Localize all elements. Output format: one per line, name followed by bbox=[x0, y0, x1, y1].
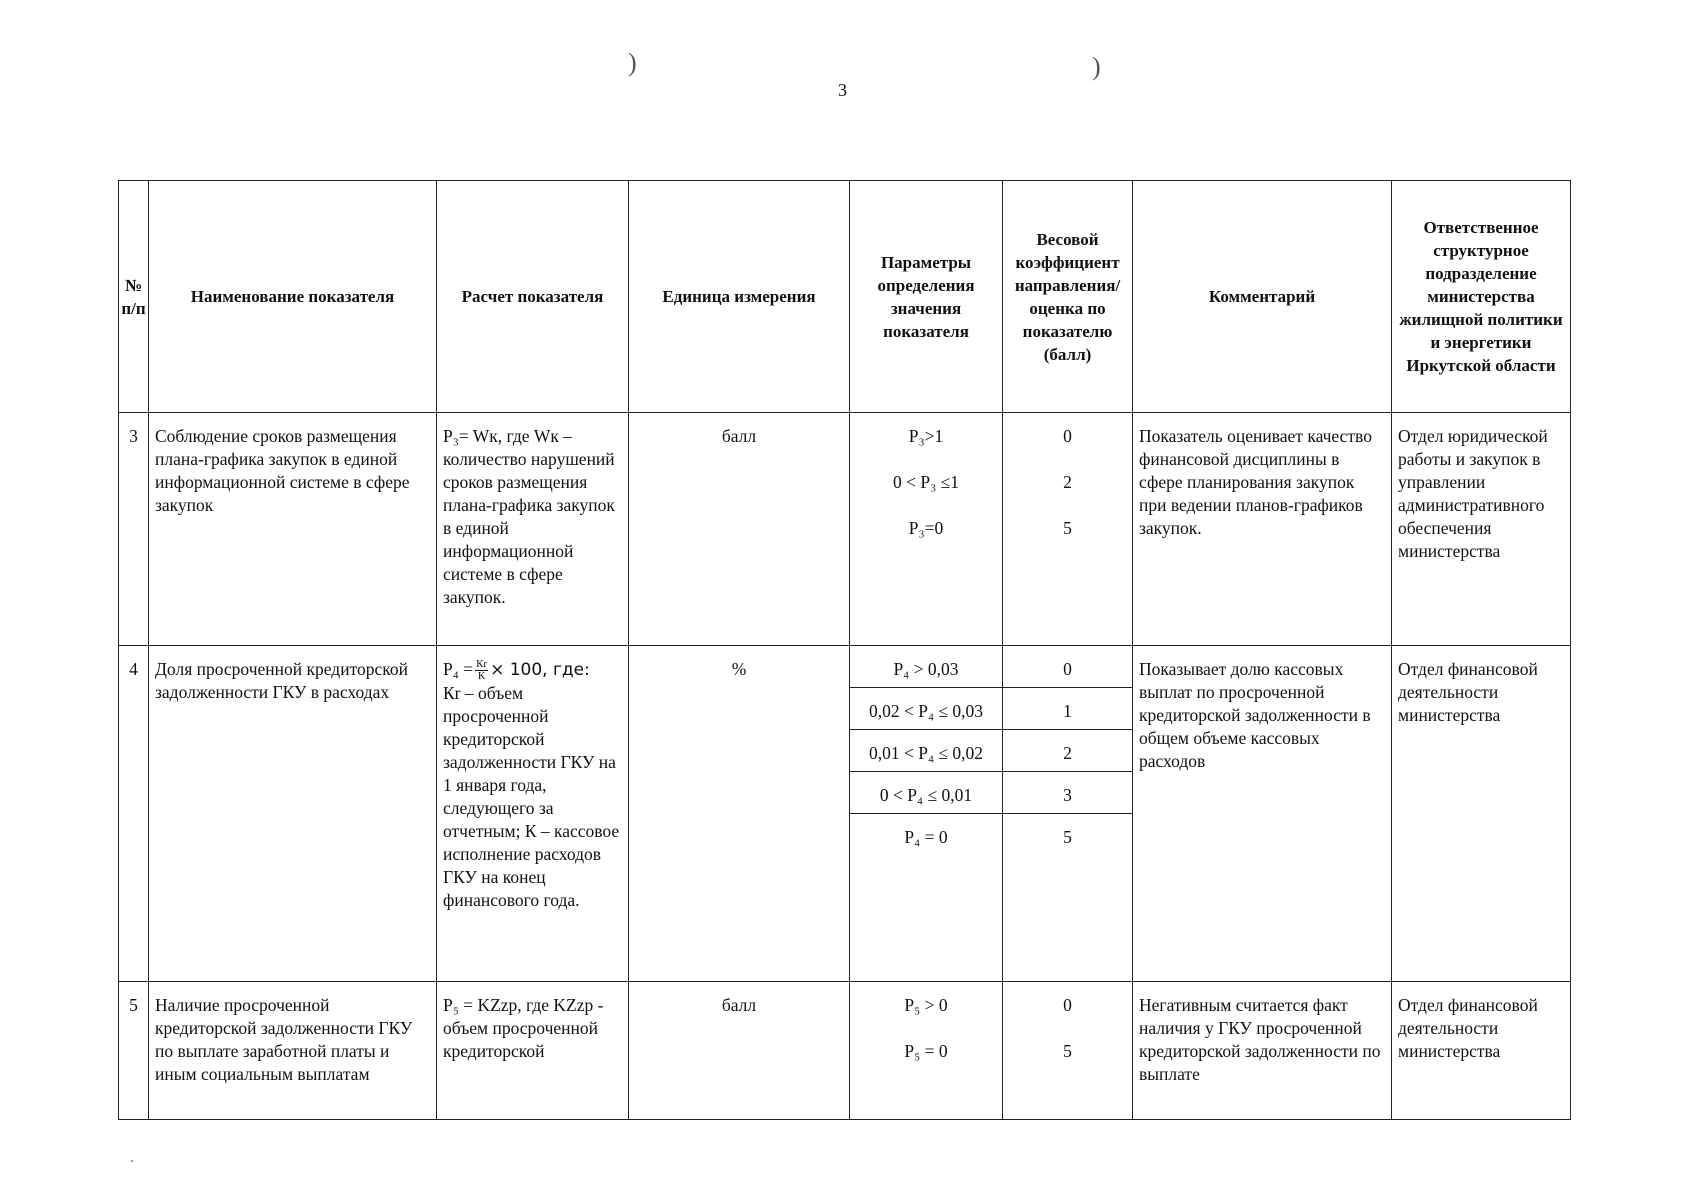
responsible-dept: Отдел юридической работы и закупок в управлении административного обеспечения министерства bbox=[1392, 413, 1571, 646]
indicator-scores bbox=[1003, 646, 1133, 982]
score-value: 2 bbox=[1063, 472, 1072, 492]
header-name: Наименование показателя bbox=[149, 181, 437, 413]
indicator-comment: Показатель оценивает качество финансовой дисциплины в сфере планирования закупок при ведении планов-графиков закупок. bbox=[1133, 413, 1392, 646]
param-value: 0 < P₄ ≤ 0,01 bbox=[850, 772, 1002, 814]
responsible-dept: Отдел финансовой деятельности министерства bbox=[1392, 646, 1571, 982]
score-value: 0 bbox=[1063, 426, 1072, 446]
table-row bbox=[119, 982, 1571, 1120]
indicator-params bbox=[850, 982, 1003, 1120]
indicator-calc: P₃= Wк, где Wк – количество нарушений сроков размещения плана-графика закупок в единой информационной системе в сфере закупок. bbox=[437, 413, 629, 646]
param-value: 0 < P₃ ≤1 bbox=[893, 472, 959, 492]
page-number: 3 bbox=[838, 80, 847, 100]
param-value: 0,02 < P₄ ≤ 0,03 bbox=[850, 688, 1002, 730]
indicator-calc: Кr – объем просроченной кредиторской задолженности ГКУ на 1 января года, следующего за отчетным; К – кассовое исполнение расходов ГКУ на конец финансового года. bbox=[443, 683, 620, 911]
scores-subtable bbox=[1003, 646, 1132, 855]
calc-prefix: P₄ = bbox=[443, 659, 474, 679]
table-row bbox=[119, 413, 1571, 646]
score-value: 1 bbox=[1003, 688, 1132, 730]
indicator-name: Соблюдение сроков размещения плана-графика закупок в единой информационной системе в сфере закупок bbox=[149, 413, 437, 646]
row-num: 3 bbox=[119, 413, 149, 646]
indicator-calc: P₅ = KZzp, где KZzp - объем просроченной кредиторской bbox=[437, 982, 629, 1120]
fraction-numerator: Кr bbox=[476, 658, 488, 671]
scan-speck bbox=[131, 1160, 133, 1162]
responsible-dept: Отдел финансовой деятельности министерства bbox=[1392, 982, 1571, 1120]
score-value: 5 bbox=[1063, 518, 1072, 538]
param-value: P₅ > 0 bbox=[904, 995, 948, 1015]
indicator-unit: балл bbox=[629, 982, 850, 1120]
score-value: 5 bbox=[1063, 1041, 1072, 1061]
calc-formula bbox=[443, 658, 622, 682]
row-num: 4 bbox=[119, 646, 149, 982]
header-weight: Весовой коэффициент направления/оценка по показателю (балл) bbox=[1003, 181, 1133, 413]
calc-fraction bbox=[475, 659, 488, 682]
param-value: P₄ = 0 bbox=[904, 827, 948, 847]
header-calc: Расчет показателя bbox=[437, 181, 629, 413]
param-value: P₅ = 0 bbox=[904, 1041, 948, 1061]
table-row bbox=[119, 646, 1571, 982]
indicator-unit: % bbox=[629, 646, 850, 982]
param-value: P₃>1 bbox=[908, 426, 944, 446]
paper-mark-right: ) bbox=[1092, 52, 1101, 81]
indicators-table bbox=[118, 180, 1571, 1120]
paper-mark-left: ) bbox=[628, 48, 637, 77]
indicator-comment: Показывает долю кассовых выплат по просроченной кредиторской задолженности в общем объеме кассовых расходов bbox=[1133, 646, 1392, 982]
indicator-scores bbox=[1003, 413, 1133, 646]
score-value: 2 bbox=[1003, 730, 1132, 772]
header-row bbox=[119, 181, 1571, 413]
fraction-denominator: К bbox=[477, 670, 486, 683]
indicator-scores bbox=[1003, 982, 1133, 1120]
header-unit: Единица измерения bbox=[629, 181, 850, 413]
score-value: 0 bbox=[1003, 646, 1132, 688]
indicator-params bbox=[850, 413, 1003, 646]
calc-suffix: × 100, где: bbox=[490, 660, 590, 680]
header-num: № п/п bbox=[119, 181, 149, 413]
header-params: Параметры определения значения показателя bbox=[850, 181, 1003, 413]
indicator-unit: балл bbox=[629, 413, 850, 646]
indicator-name: Наличие просроченной кредиторской задолженности ГКУ по выплате заработной платы и иным социальным выплатам bbox=[149, 982, 437, 1120]
indicator-params bbox=[850, 646, 1003, 982]
header-dept: Ответственное структурное подразделение министерства жилищной политики и энергетики Иркутской области bbox=[1392, 181, 1571, 413]
params-subtable bbox=[850, 646, 1002, 855]
header-comment: Комментарий bbox=[1133, 181, 1392, 413]
indicator-name: Доля просроченной кредиторской задолженности ГКУ в расходах bbox=[149, 646, 437, 982]
score-value: 0 bbox=[1063, 995, 1072, 1015]
row-num: 5 bbox=[119, 982, 149, 1120]
score-value: 5 bbox=[1063, 827, 1072, 847]
indicator-comment: Негативным считается факт наличия у ГКУ просроченной кредиторской задолженности по выплате bbox=[1133, 982, 1392, 1120]
param-value: P₃=0 bbox=[908, 518, 944, 538]
param-value: 0,01 < P₄ ≤ 0,02 bbox=[850, 730, 1002, 772]
score-value: 3 bbox=[1003, 772, 1132, 814]
indicator-calc-cell bbox=[437, 646, 629, 982]
param-value: P₄ > 0,03 bbox=[850, 646, 1002, 688]
